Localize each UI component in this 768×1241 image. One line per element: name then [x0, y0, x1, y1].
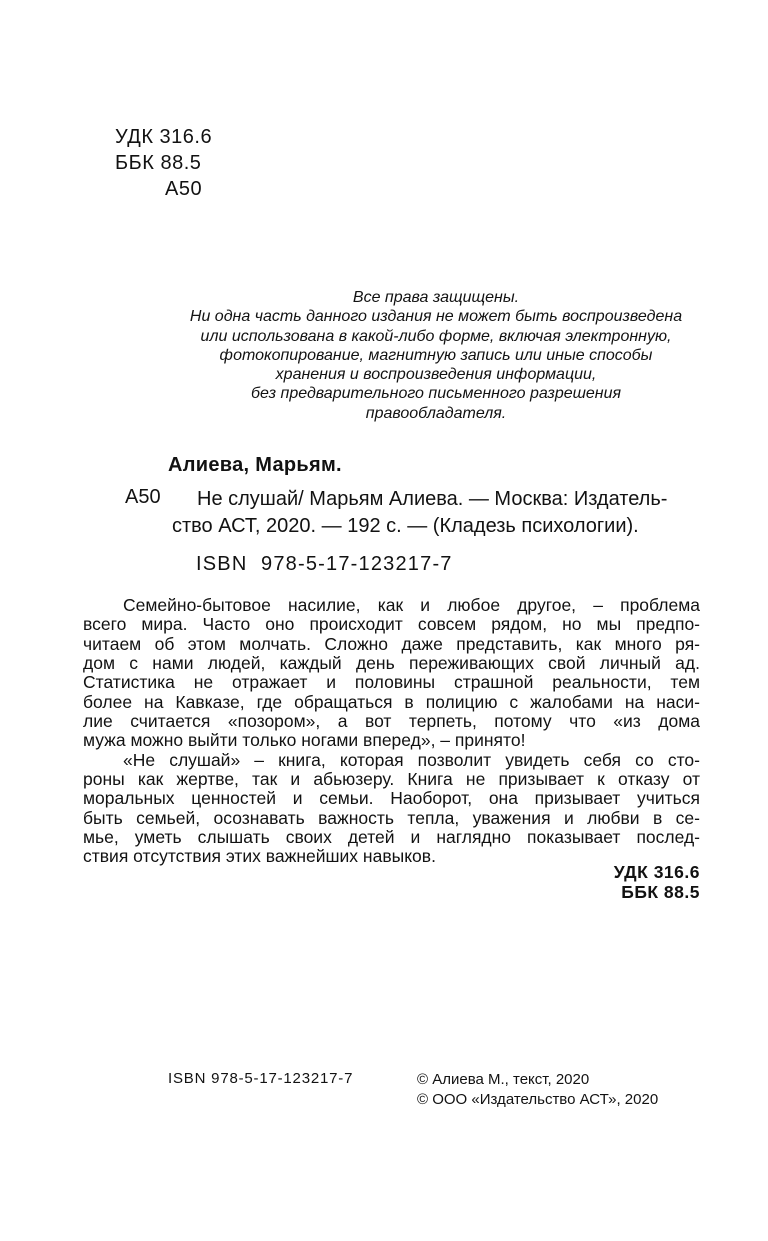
- rights-notice-line: без предварительного письменного разрешения: [250, 385, 622, 403]
- catalog-entry: [172, 486, 717, 540]
- udk-code-bottom: УДК 316.6: [613, 862, 700, 882]
- rights-notice-line: или использована в какой-либо форме, включая электронную,: [200, 327, 672, 345]
- annotation-line: моральных ценностей и семьи. Наоборот, она призывает учиться: [83, 788, 700, 809]
- annotation-line: ствия отсутствия этих важнейших навыков.: [83, 846, 436, 867]
- annotation-line: дом с нами людей, каждый день переживающих свой личный ад.: [83, 653, 700, 674]
- annotation-line: лие считается «позором», а вот терпеть, потому что «из дома: [83, 711, 700, 732]
- copyright-publisher-line: © ООО «Издательство АСТ», 2020: [417, 1090, 659, 1108]
- annotation-line: мье, уметь слышать своих детей и наглядно показывает послед-: [83, 827, 700, 848]
- classification-codes-bottom: [450, 863, 700, 902]
- annotation-line: читаем об этом молчать. Сложно даже представить, как много ря-: [83, 633, 700, 654]
- rights-notice-line: хранения и воспроизведения информации,: [275, 366, 597, 384]
- rights-notice: [181, 288, 691, 423]
- bbk-code-bottom: ББК 88.5: [621, 881, 700, 902]
- author-sign-catalog: А50: [125, 486, 161, 508]
- annotation-line: более на Кавказе, где обращаться в полицию с жалобами на наси-: [83, 691, 700, 712]
- author-heading: Алиева, Марьям.: [168, 454, 342, 476]
- annotation-line: Статистика не отражает и половины страшной реальности, тем: [83, 672, 700, 693]
- udk-code-top: УДК 316.6: [115, 126, 213, 148]
- annotation-line: «Не слушай» – книга, которая позволит увидеть себя со сто-: [123, 749, 700, 770]
- annotation: [83, 596, 700, 867]
- bbk-code-top: ББК 88.5: [115, 152, 202, 174]
- annotation-line: Семейно-бытовое насилие, как и любое другое, – проблема: [123, 595, 700, 615]
- footer-isbn: ISBN 978-5-17-123217-7: [168, 1070, 354, 1087]
- author-sign-top: А50: [165, 178, 203, 200]
- rights-notice-line: Ни одна часть данного издания не может быть воспроизведена: [189, 308, 683, 326]
- rights-notice-line: фотокопирование, магнитную запись или иные способы: [219, 346, 653, 364]
- annotation-line: быть семьей, осознавать важность тепла, уважения и любви в се-: [83, 807, 700, 828]
- rights-notice-line: Все права защищены.: [352, 289, 520, 306]
- catalog-entry-line: ство АСТ, 2020. — 192 с. — (Кладезь психологии).: [172, 515, 639, 537]
- footer-copyrights: [417, 1070, 658, 1109]
- copyright-author-line: © Алиева М., текст, 2020: [417, 1071, 590, 1088]
- isbn-line: ISBN 978-5-17-123217-7: [196, 553, 453, 575]
- annotation-line: всего мира. Часто оно происходит совсем рядом, но мы предпо-: [83, 614, 700, 635]
- rights-notice-line: правообладателя.: [365, 404, 507, 422]
- classification-codes-top: [115, 124, 212, 202]
- annotation-line: мужа можно выйти только ногами вперед», – принято!: [83, 730, 526, 751]
- annotation-line: роны как жертве, так и абьюзеру. Книга не призывает к отказу от: [83, 769, 700, 790]
- catalog-entry-line: Не слушай/ Марьям Алиева. — Москва: Издатель-: [197, 488, 668, 510]
